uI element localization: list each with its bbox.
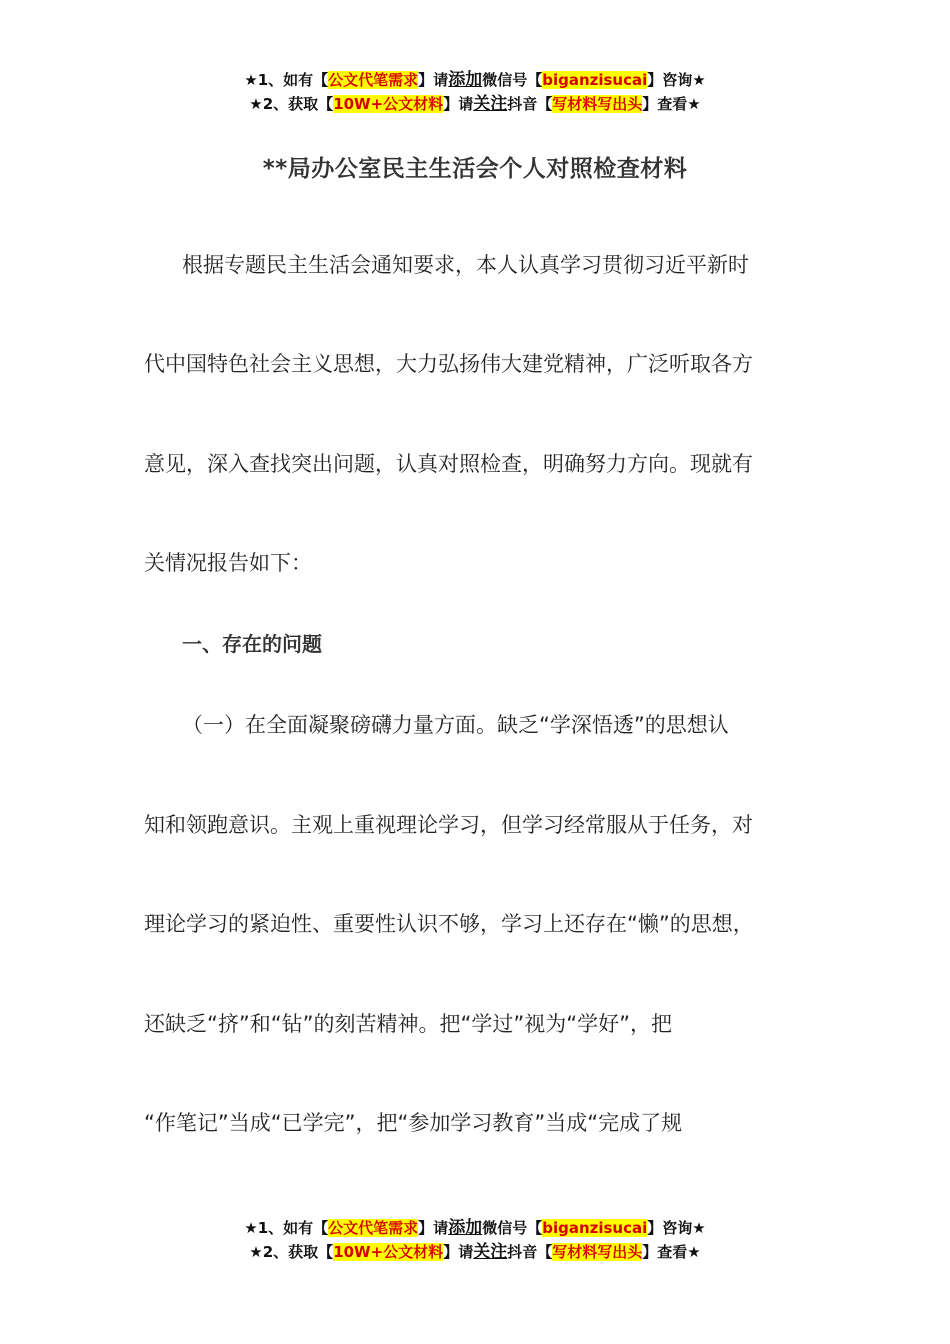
paragraph-line: 理论学习的紧迫性、重要性认识不够，学习上还存在“懒”的思想， bbox=[144, 912, 754, 936]
top-banner bbox=[0, 68, 950, 116]
paragraph-line: 根据专题民主生活会通知要求，本人认真学习贯彻习近平新时 bbox=[182, 253, 749, 277]
highlight-service: 公文代笔需求 bbox=[328, 71, 419, 89]
paragraph-line: （一）在全面凝聚磅礴力量方面。缺乏“学深悟透”的思想认 bbox=[182, 713, 729, 737]
section-heading: 一、存在的问题 bbox=[182, 632, 322, 656]
document-title: **局办公室民主生活会个人对照检查材料 bbox=[262, 156, 688, 182]
highlight-service: 公文代笔需求 bbox=[328, 1219, 419, 1237]
banner-line-1: ★1、如有【公文代笔需求】请添加微信号【biganzisucai】咨询★ bbox=[244, 1218, 706, 1238]
underlined-follow: 关注 bbox=[473, 94, 508, 114]
highlight-douyin: 写材料写出头 bbox=[552, 95, 643, 113]
underlined-add: 添加 bbox=[448, 70, 483, 90]
paragraph-line: 意见，深入查找突出问题，认真对照检查，明确努力方向。现就有 bbox=[144, 452, 753, 476]
paragraph-line: 还缺乏“挤”和“钻”的刻苦精神。把“学过”视为“学好”，把 bbox=[144, 1012, 673, 1036]
banner-line-2: ★2、获取【10W+公文材料】请关注抖音【写材料写出头】查看★ bbox=[249, 1242, 701, 1262]
underlined-follow: 关注 bbox=[473, 1242, 508, 1262]
underlined-add: 添加 bbox=[448, 1218, 483, 1238]
paragraph-line: 关情况报告如下： bbox=[144, 551, 312, 575]
highlight-materials: 10W+公文材料 bbox=[333, 1243, 444, 1261]
highlight-wechat-id: biganzisucai bbox=[542, 71, 648, 89]
highlight-douyin: 写材料写出头 bbox=[552, 1243, 643, 1261]
bottom-banner bbox=[0, 1216, 950, 1264]
paragraph-line: 知和领跑意识。主观上重视理论学习，但学习经常服从于任务，对 bbox=[144, 813, 753, 837]
paragraph-line: 代中国特色社会主义思想，大力弘扬伟大建党精神，广泛听取各方 bbox=[144, 352, 753, 376]
highlight-materials: 10W+公文材料 bbox=[333, 95, 444, 113]
paragraph-line: “作笔记”当成“已学完”，把“参加学习教育”当成“完成了规 bbox=[144, 1111, 683, 1135]
banner-line-1: ★1、如有【公文代笔需求】请添加微信号【biganzisucai】咨询★ bbox=[244, 70, 706, 90]
banner-line-2: ★2、获取【10W+公文材料】请关注抖音【写材料写出头】查看★ bbox=[249, 94, 701, 114]
highlight-wechat-id: biganzisucai bbox=[542, 1219, 648, 1237]
